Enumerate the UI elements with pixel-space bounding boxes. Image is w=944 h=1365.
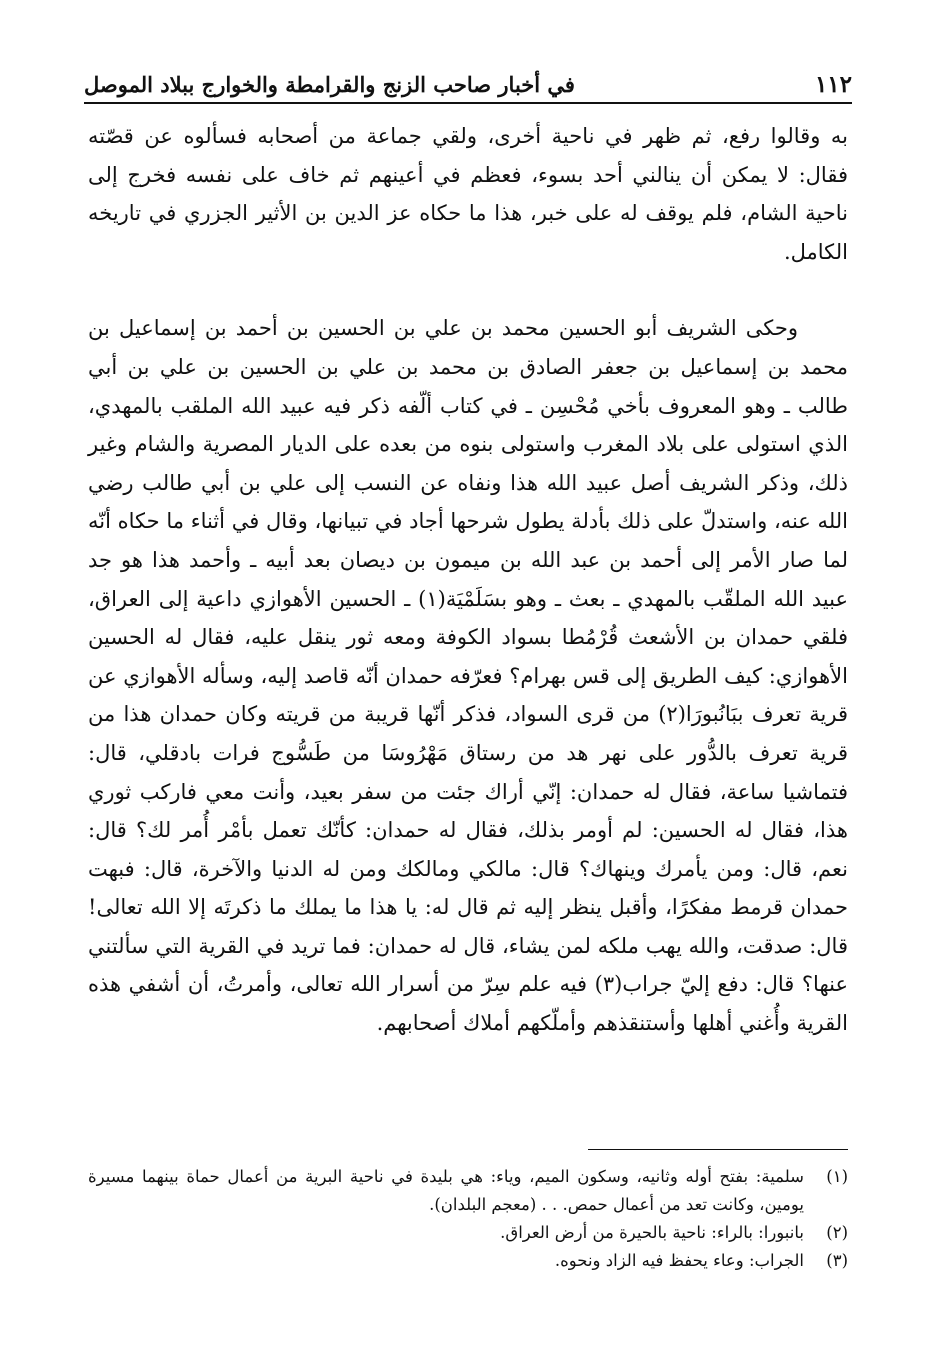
header-title: في أخبار صاحب الزنج والقرامطة والخوارج ببلاد الموصل xyxy=(84,71,575,97)
footnote-1 xyxy=(88,1163,848,1219)
footnote-3 xyxy=(88,1247,848,1275)
footnote-number: (١) xyxy=(826,1167,848,1186)
footnote-text: سلمية: بفتح أوله وثانيه، وسكون الميم، وياء: هي بليدة في ناحية البرية من أعمال حماة بينهما مسيرة يومين، وكانت تعد من أعمال حمص. . . (معجم البلدان). xyxy=(88,1167,804,1214)
paragraph-1: به وقالوا رفع، ثم ظهر في ناحية أخرى، ولقي جماعة من أصحابه فسألوه عن قصّته فقال: لا يمكن أن ينالني أحد بسوء، فعظم في أعينهم ثم خاف على نفسه فخرج إلى ناحية الشام، فلم يوقف له على خبر، هذا ما حكاه عز الدين بن الأثير الجزري في تاريخه الكامل. xyxy=(88,124,848,264)
footnote-number: (٣) xyxy=(826,1251,848,1270)
paragraph-2: وحكى الشريف أبو الحسين محمد بن علي بن الحسين بن أحمد بن إسماعيل بن محمد بن إسماعيل بن جعفر الصادق بن محمد بن علي بن الحسين بن علي بن أبي طالب ـ وهو المعروف بأخي مُحْسِن ـ في كتاب ألّفه ذكر فيه عبيد الله الملقب بالمهدي، الذي استولى على بلاد المغرب واستولى بنوه من بعده على الديار المصرية والشام وغير ذلك، وذكر الشريف أصل عبيد الله هذا ونفاه عن النسب إلى علي بن أبي طالب رضي الله عنه، واستدلّ على ذلك بأدلة يطول شرحها أجاد في تبيانها، وقال في أثناء ما حكاه أنّه لما صار الأمر إلى أحمد بن عبد الله بن ميمون بن ديصان بعد أبيه ـ وأحمد هذا هو جد عبيد الله الملقّب بالمهدي ـ بعث ـ وهو بسَلَمْيَة(١) ـ الحسين الأهوازي داعية إلى العراق، فلقي حمدان بن الأشعث قُرْمُطا بسواد الكوفة ومعه ثور ينقل عليه، فقال له الحسين الأهوازي: كيف الطريق إلى قس بهرام؟ فعرّفه حمدان أنّه قاصد إليه، وسأله الأهوازي عن قرية تعرف ببَانُبورَا(٢) من قرى السواد، فذكر أنّها قريبة من قريته وكان حمدان هذا من قرية تعرف بالدُّور على نهر هد من رستاق مَهْرُوسَا من طَسُّوج فرات بادقلي، قال: فتماشيا ساعة، فقال له حمدان: إنّي أراك جئت من سفر بعيد، وأنت معي فاركب ثوري هذا، فقال له الحسين: لم أومر بذلك، فقال له حمدان: كأنّك تعمل بأمْر أُمر لك؟ قال: نعم، قال: ومن يأمرك وينهاك؟ قال: مالكي ومالكك ومن له الدنيا والآخرة، قال: فبهت حمدان قرمط مفكرًا، وأقبل ينظر إليه ثم قال له: يا هذا ما يملك ما ذكرتَه إلا الله تعالى! قال: صدقت، والله يهب ملكه لمن يشاء، قال له حمدان: فما تريد في القرية التي سألتني عنها؟ قال: دفع إليّ جراب(٣) فيه علم سِرّ من أسرار الله تعالى، وأمرتُ، أن أشفي هذه القرية وأُغني أهلها وأستنقذهم وأملّكهم أملاك أصحابهم. xyxy=(88,316,849,1036)
footnote-2 xyxy=(88,1219,848,1247)
footnote-divider xyxy=(588,1149,848,1150)
footnote-text: الجراب: وعاء يحفظ فيه الزاد ونحوه. xyxy=(554,1251,804,1270)
page-number: ١١٢ xyxy=(814,70,852,98)
footnotes xyxy=(88,1163,848,1275)
running-header xyxy=(84,66,852,104)
main-text xyxy=(88,117,848,1043)
footnote-text: بانبورا: بالراء: ناحية بالحيرة من أرض العراق. xyxy=(500,1223,804,1242)
footnote-number: (٢) xyxy=(826,1223,848,1242)
